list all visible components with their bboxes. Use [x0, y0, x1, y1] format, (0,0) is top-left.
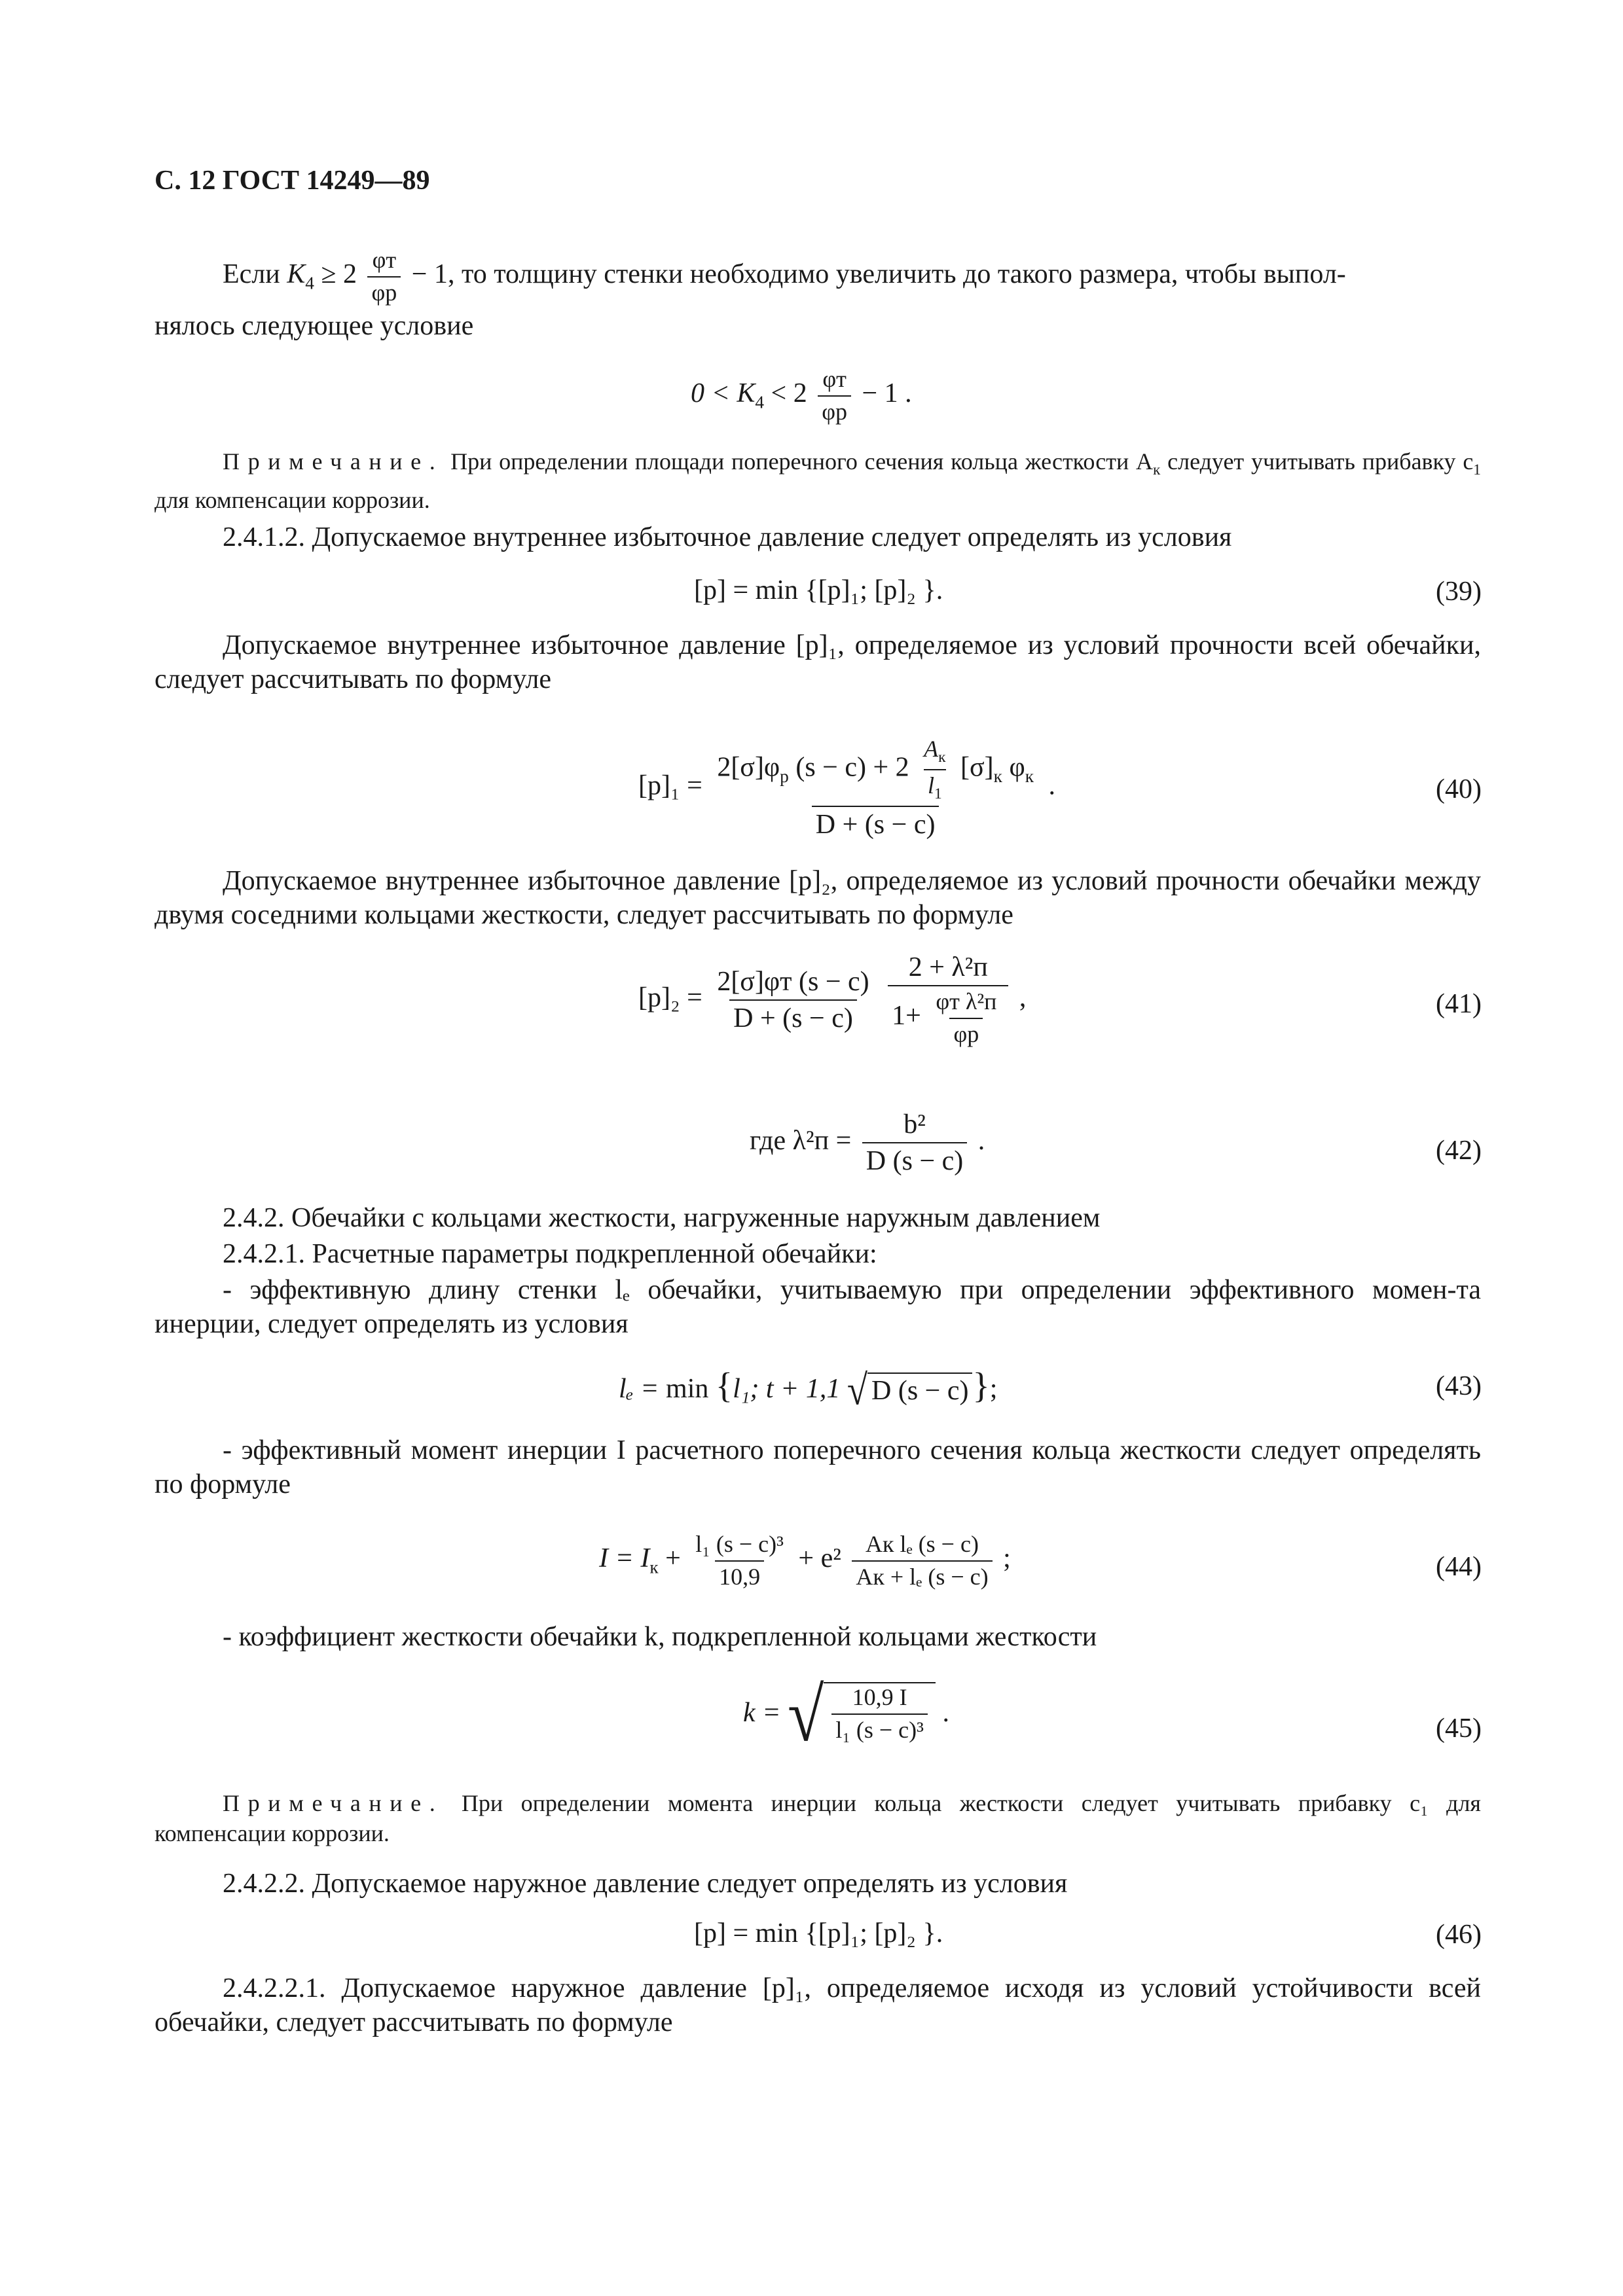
intro-frac-num: φт	[372, 247, 397, 273]
eq45	[743, 1672, 949, 1757]
eq44-f1-den: 10,9	[715, 1560, 764, 1590]
eq40-num-c-sub: к	[993, 766, 1002, 786]
intro-text: , то толщину стенки необходимо увеличить до такого размера, чтобы выпол-	[447, 259, 1346, 290]
p1-paragraph: Допускаемое внутреннее избыточное давление [p]₁, определяемое из условий прочности всей обечайки, следует рассчитывать по формуле	[155, 630, 1481, 694]
eq40-denominator: D + (s − c)	[812, 806, 939, 840]
eq43-body: l₁; t + 1,1	[733, 1374, 841, 1404]
eq40-a-sub: к	[938, 749, 946, 766]
eq44-mid: + e²	[798, 1543, 841, 1574]
eq43-lhs: lₑ =	[619, 1374, 659, 1404]
cond2-frac-num: φт	[822, 366, 847, 392]
eq45-fraction	[831, 1685, 928, 1743]
note-1-sub: к	[1153, 461, 1161, 479]
note-1	[155, 446, 1481, 515]
eq40-l: l	[928, 772, 935, 798]
eq41-fraction-2	[888, 952, 1008, 1047]
note-1-text3: для компенсации коррозии.	[155, 487, 430, 514]
note-2-label: Примечание.	[223, 1790, 444, 1816]
eq44-fraction-2	[852, 1532, 992, 1590]
eq45-lhs: k =	[743, 1698, 781, 1729]
intro-condition-line	[223, 247, 1346, 306]
eq45-tail: .	[942, 1698, 949, 1729]
intro-k-sub: 4	[305, 273, 314, 293]
p2-paragraph: Допускаемое внутреннее избыточное давление [p]₂, определяемое из условий прочности обечайки между двумя соседними кольцами жесткости, следует рассчитывать по формуле	[155, 866, 1481, 930]
eq45-den: l₁ (s − c)³	[831, 1713, 928, 1744]
eq42-prefix: где	[750, 1125, 786, 1156]
eq41-f1-den: D + (s − c)	[729, 999, 857, 1033]
eq40-num-c: [σ]	[960, 752, 994, 783]
eq41-nested-num: φт λ²п	[936, 988, 997, 1015]
eq40-lhs: [p]₁ =	[638, 770, 702, 801]
cond2-sub: 4	[755, 392, 765, 412]
condition-2	[691, 367, 912, 425]
eq40-a: A	[924, 736, 939, 762]
eq44-f1-num: l₁ (s − c)³	[695, 1531, 784, 1557]
eq40	[638, 736, 1055, 840]
eq40-numerator	[713, 736, 1038, 806]
eq41-f2-den	[888, 985, 1008, 1047]
cond2-lhs: 0 < K	[691, 378, 756, 409]
eq46-number: (46)	[1436, 1920, 1482, 1950]
eq43-tail: ;	[989, 1374, 998, 1404]
cond2-tail: − 1 .	[862, 378, 912, 409]
eq41-f2-num: 2 + λ²п	[908, 952, 988, 982]
intro-tail: − 1	[411, 259, 448, 290]
eq42-num: b²	[903, 1109, 926, 1139]
eq44-tail: ;	[1003, 1543, 1011, 1574]
item-3: - коэффициент жесткости обечайки k, подкрепленной кольцами жесткости	[223, 1622, 1097, 1652]
section-242-title: 2.4.2. Обечайки с кольцами жесткости, нагруженные наружным давлением	[223, 1203, 1101, 1233]
eq44-f2-num: Aк lₑ (s − c)	[865, 1531, 979, 1557]
eq42-fraction	[862, 1109, 967, 1176]
eq41-tail: ,	[1019, 982, 1027, 1013]
intro-frac-den: φp	[367, 276, 401, 306]
eq43-sqrt-body: D (s − c)	[867, 1372, 972, 1410]
note-1-sub2: 1	[1473, 461, 1481, 479]
note-2	[155, 1788, 1481, 1848]
eq41-fraction-1	[713, 967, 873, 1033]
eq44-lhs: I = I	[599, 1543, 650, 1574]
eq44	[599, 1532, 1011, 1590]
eq41	[638, 952, 1026, 1047]
sqrt-icon: √	[787, 1672, 824, 1757]
eq39: [p] = min {[p]₁; [p]₂ }.	[694, 575, 943, 605]
section-2421: 2.4.2.1. Расчетные параметры подкрепленной обечайки:	[223, 1239, 877, 1269]
note-1-label: Примечание.	[223, 448, 444, 475]
eq43-brace-close: }	[972, 1365, 990, 1405]
note-1-text2: следует учитывать прибавку c	[1160, 448, 1474, 475]
note-2-text: При определении момента инерции кольца жесткости следует учитывать прибавку c₁ для компенсации коррозии.	[155, 1790, 1481, 1846]
eq40-num-d-sub: к	[1025, 766, 1034, 786]
intro-k: K	[287, 259, 306, 290]
section-2422: 2.4.2.2. Допускаемое наружное давление следует определять из условия	[223, 1869, 1068, 1899]
eq40-l-sub: 1	[934, 785, 942, 803]
eq44-lhs-sub: к	[649, 1557, 659, 1577]
eq43-brace-open: {	[715, 1365, 733, 1405]
eq43	[619, 1365, 998, 1414]
eq45-num: 10,9 I	[852, 1684, 907, 1710]
intro-rel: ≥ 2	[321, 259, 357, 290]
eq43-number: (43)	[1436, 1371, 1482, 1401]
eq42-number: (42)	[1436, 1136, 1482, 1166]
eq41-nested-fraction	[932, 989, 1000, 1047]
note-1-text: При определении площади поперечного сечения кольца жесткости A	[450, 448, 1153, 475]
eq42-lhs: λ²п =	[792, 1125, 852, 1156]
eq43-sqrt	[847, 1367, 973, 1414]
eq40-inner-num	[920, 736, 949, 769]
eq44-f2-den: Aк + lₑ (s − c)	[852, 1560, 992, 1590]
item-2: - эффективный момент инерции I расчетного поперечного сечения кольца жесткости следует определять по формуле	[155, 1435, 1481, 1499]
eq42-tail: .	[977, 1125, 985, 1156]
eq40-num-a: 2[σ]φ	[717, 752, 780, 783]
eq41-nested-den: φp	[949, 1018, 983, 1048]
eq39-number: (39)	[1436, 577, 1482, 607]
intro-prefix: Если	[223, 259, 280, 290]
section-24221: 2.4.2.2.1. Допускаемое наружное давление [p]₁, определяемое исходя из условий устойчивости всей обечайки, следует рассчитывать по формуле	[155, 1973, 1481, 2037]
eq42-den: D (s − c)	[862, 1142, 967, 1176]
eq44-plus: +	[665, 1543, 681, 1574]
eq45-sqrt	[787, 1672, 936, 1757]
eq44-number: (44)	[1436, 1552, 1482, 1582]
intro-fraction	[367, 247, 401, 306]
eq41-f2-den-a: 1+	[892, 1001, 921, 1031]
cond2-rel: < 2	[771, 378, 807, 409]
cond2-frac-den: φp	[818, 395, 851, 425]
cond2-fraction	[818, 367, 851, 425]
page-header: С. 12 ГОСТ 14249—89	[155, 166, 430, 196]
eq40-fraction	[713, 736, 1038, 840]
eq40-inner-den	[924, 769, 946, 803]
eq45-sqrt-body	[824, 1682, 936, 1748]
eq44-fraction-1	[691, 1532, 788, 1590]
item-1: - эффективную длину стенки lₑ обечайки, учитываемую при определении эффективного момен-та инерции, следует определять из условия	[155, 1275, 1481, 1339]
eq41-f1-num: 2[σ]φт (s − c)	[717, 966, 869, 997]
eq40-number: (40)	[1436, 774, 1482, 804]
eq40-inner-fraction	[920, 736, 949, 803]
eq40-num-a-sub: p	[780, 766, 789, 786]
eq40-num-b: (s − c) + 2	[788, 752, 909, 783]
eq40-num-d: φ	[1002, 752, 1025, 783]
eq41-lhs: [p]₂ =	[638, 982, 702, 1013]
eq40-tail: .	[1048, 770, 1055, 801]
intro-line2: нялось следующее условие	[155, 311, 474, 341]
eq42	[750, 1109, 985, 1176]
eq46: [p] = min {[p]₁; [p]₂ }.	[694, 1918, 943, 1948]
sqrt-icon: √	[847, 1367, 867, 1414]
eq45-number: (45)	[1436, 1713, 1482, 1744]
section-2412: 2.4.1.2. Допускаемое внутреннее избыточное давление следует определять из условия	[223, 522, 1232, 552]
eq43-min: min	[666, 1374, 709, 1404]
eq41-number: (41)	[1436, 989, 1482, 1019]
